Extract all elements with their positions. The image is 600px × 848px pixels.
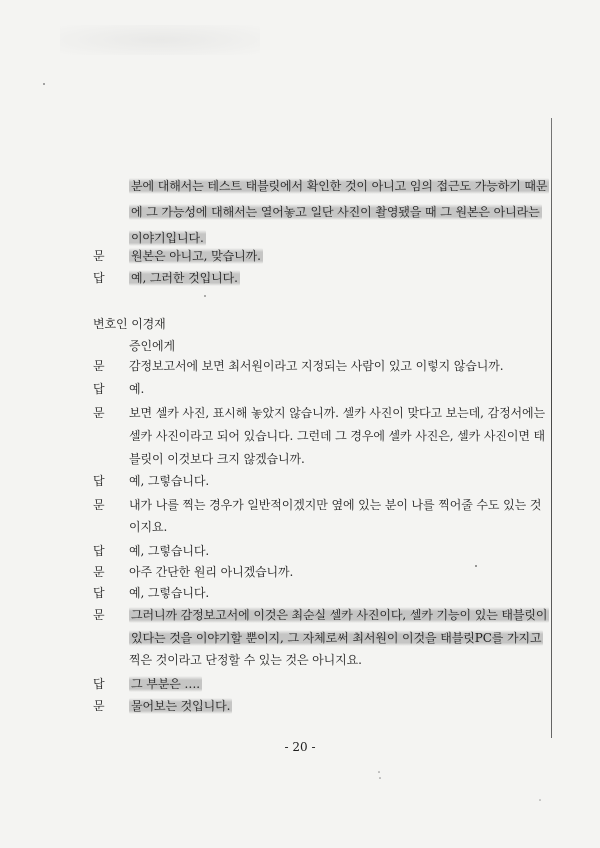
speaker-label: 문 [93, 359, 105, 373]
text-line: 내가 나를 찍는 경우가 일반적이겠지만 옆에 있는 분이 나를 찍어줄 수도 있는 것 [129, 498, 542, 512]
highlighted-text: 물어보는 것입니다. [131, 699, 231, 713]
text-line: 감정보고서에 보면 최서원이라고 지정되는 사람이 있고 이렇지 않습니까. [129, 359, 504, 373]
highlighted-text: 있다는 것을 이야기할 뿐이지, 그 자체로써 최서원이 이것을 태블릿PC를 가지고 [131, 631, 542, 645]
speaker-label: 답 [93, 474, 105, 488]
speaker-label: 답 [93, 544, 105, 558]
text-line: 보면 셀카 사진, 표시해 놓았지 않습니까. 셀카 사진이 맞다고 보는데, 감정서에는 [129, 406, 546, 420]
text-line: 예, 그렇습니다. [129, 544, 210, 558]
highlighted-text: 이야기입니다. [131, 231, 204, 245]
speaker-label: 문 [93, 406, 105, 420]
highlighted-text: 분에 대해서는 테스트 태블릿에서 확인한 것이 아니고 임의 접근도 가능하기 때문 [131, 179, 548, 193]
speaker-label: 문 [93, 565, 105, 579]
text-line: 블릿이 이것보다 크지 않겠습니까. [129, 452, 305, 466]
text-line: 찍은 것이라고 단정할 수 있는 것은 아니지요. [129, 653, 362, 667]
attorney-name: 변호인 이경재 [93, 317, 166, 331]
text-line: 아주 간단한 원리 아니겠습니까. [129, 565, 294, 579]
addressee: 증인에게 [129, 339, 175, 353]
highlighted-text: 그러니까 감정보고서에 이것은 최순실 셀카 사진이다, 셀카 기능이 있는 태블릿이 [131, 608, 548, 622]
text-line: 예, 그렇습니다. [129, 586, 210, 600]
highlighted-text: 예, 그러한 것입니다. [131, 271, 238, 285]
highlighted-text: 그 부분은 …. [131, 677, 201, 691]
highlighted-text: 에 그 가능성에 대해서는 열어놓고 일단 사진이 촬영됐을 때 그 원본은 아니라는 [131, 205, 540, 219]
speaker-label: 문 [93, 608, 105, 622]
text-line: 이지요. [129, 520, 168, 534]
speaker-label: 문 [93, 498, 105, 512]
page-number: - 20 - [284, 740, 316, 754]
speaker-label: 답 [93, 382, 105, 396]
speaker-label: 문 [93, 249, 105, 263]
speaker-label: 답 [93, 586, 105, 600]
speaker-label: 답 [93, 271, 105, 285]
speaker-label: 문 [93, 699, 105, 713]
text-line: 예, 그렇습니다. [129, 474, 210, 488]
highlighted-text: 원본은 아니고, 맞습니까. [131, 249, 261, 263]
speaker-label: 답 [93, 677, 105, 691]
text-line: 예. [129, 382, 145, 396]
text-line: 셀카 사진이라고 되어 있습니다. 그런데 그 경우에 셀카 사진은, 셀카 사진이면 태 [129, 429, 546, 443]
